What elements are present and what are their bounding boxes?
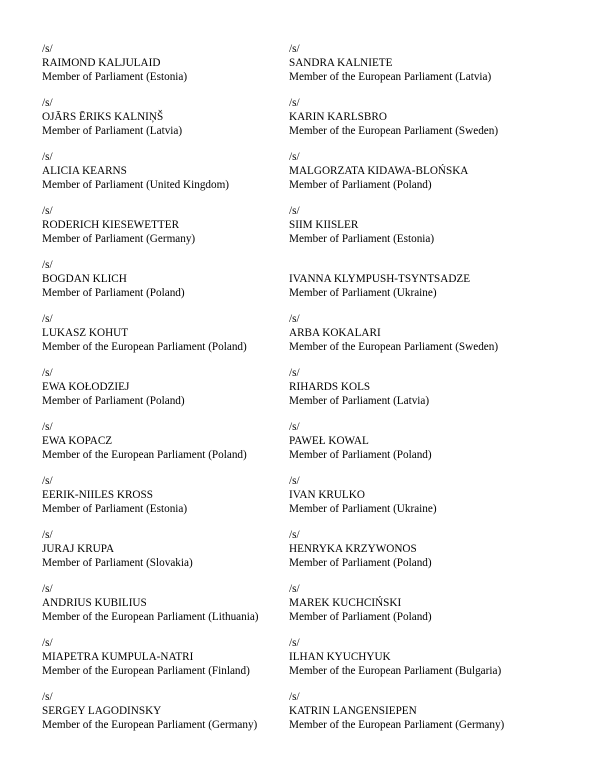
signatory-title: Member of Parliament (Estonia) <box>42 71 188 84</box>
signatory-title: Member of the European Parliament (Lithuania) <box>42 611 259 624</box>
signatory-name: ANDRIUS KUBILIUS <box>42 597 147 610</box>
signatory-title: Member of Parliament (Estonia) <box>42 503 188 516</box>
signature-block <box>42 420 282 474</box>
signatory-name: OJĀRS ĒRIKS KALNIŅŠ <box>42 111 164 124</box>
signature-block <box>42 42 282 96</box>
signature-block <box>289 690 589 744</box>
signature-mark: /s/ <box>42 421 53 433</box>
signatory-name: KARIN KARLSBRO <box>289 111 387 124</box>
signature-block <box>289 528 589 582</box>
signature-block <box>289 204 589 258</box>
signatory-name: SERGEY LAGODINSKY <box>42 705 162 718</box>
signature-block <box>289 366 589 420</box>
signature-mark: /s/ <box>42 475 53 487</box>
signatory-title: Member of the European Parliament (Poland) <box>42 341 247 354</box>
signature-mark: /s/ <box>289 691 300 703</box>
signatory-name: ARBA KOKALARI <box>289 327 381 340</box>
signatory-title: Member of Parliament (Ukraine) <box>289 503 437 516</box>
signature-mark: /s/ <box>42 367 53 379</box>
signatory-name: EWA KOŁODZIEJ <box>42 381 130 394</box>
signature-block <box>42 366 282 420</box>
signatory-title: Member of Parliament (Estonia) <box>289 233 435 246</box>
signature-block <box>289 420 589 474</box>
signature-block <box>42 312 282 366</box>
signature-block <box>42 258 282 312</box>
signature-block <box>289 474 589 528</box>
signatory-column-left <box>42 42 282 744</box>
signatory-title: Member of the European Parliament (Germany) <box>42 719 258 732</box>
signatory-name: ILHAN KYUCHYUK <box>289 651 391 664</box>
signature-mark: /s/ <box>42 529 53 541</box>
signatory-title: Member of Parliament (Germany) <box>42 233 196 246</box>
signature-mark: /s/ <box>42 97 53 109</box>
signature-block <box>289 312 589 366</box>
signatory-title: Member of Parliament (Poland) <box>42 287 185 300</box>
signature-mark: /s/ <box>42 43 53 55</box>
signatory-name: EWA KOPACZ <box>42 435 113 448</box>
signatory-name: IVANNA KLYMPUSH-TSYNTSADZE <box>289 273 471 286</box>
signature-mark: /s/ <box>42 313 53 325</box>
signatory-title: Member of the European Parliament (Sweden) <box>289 341 499 354</box>
signatory-name: MIAPETRA KUMPULA-NATRI <box>42 651 194 664</box>
signature-block <box>42 474 282 528</box>
signature-mark: /s/ <box>289 583 300 595</box>
signatory-column-right <box>289 42 589 744</box>
signatory-name: PAWEŁ KOWAL <box>289 435 369 448</box>
signatory-title: Member of Parliament (Poland) <box>289 557 432 570</box>
signature-mark: /s/ <box>42 637 53 649</box>
signatory-title: Member of Parliament (Poland) <box>289 611 432 624</box>
signatory-title: Member of Parliament (Poland) <box>42 395 185 408</box>
signature-mark: /s/ <box>42 259 53 271</box>
signatory-name: KATRIN LANGENSIEPEN <box>289 705 417 718</box>
signatory-title: Member of the European Parliament (Finland) <box>42 665 250 678</box>
signature-mark: /s/ <box>289 205 300 217</box>
signature-mark: /s/ <box>42 151 53 163</box>
signature-block <box>289 582 589 636</box>
signatory-name: MAREK KUCHCIŃSKI <box>289 597 402 610</box>
signatory-title: Member of the European Parliament (Germany) <box>289 719 505 732</box>
signature-mark: /s/ <box>289 367 300 379</box>
signature-block <box>289 96 589 150</box>
signatory-name: JURAJ KRUPA <box>42 543 115 556</box>
signatory-title: Member of the European Parliament (Latvia) <box>289 71 492 84</box>
signature-block <box>42 96 282 150</box>
signatory-title: Member of Parliament (Latvia) <box>289 395 430 408</box>
signature-mark: /s/ <box>289 151 300 163</box>
signatory-title: Member of Parliament (Slovakia) <box>42 557 193 570</box>
signature-block <box>289 636 589 690</box>
signature-mark: /s/ <box>42 205 53 217</box>
signatory-title: Member of Parliament (Poland) <box>289 449 432 462</box>
signatory-name: RAIMOND KALJULAID <box>42 57 161 70</box>
signatory-name: SIIM KIISLER <box>289 219 359 232</box>
signature-block <box>42 528 282 582</box>
signature-block <box>42 690 282 744</box>
signature-mark: /s/ <box>289 97 300 109</box>
signature-block <box>42 582 282 636</box>
signatory-title: Member of the European Parliament (Poland) <box>42 449 247 462</box>
signatory-title: Member of Parliament (Latvia) <box>42 125 183 138</box>
signatory-title: Member of Parliament (United Kingdom) <box>42 179 230 192</box>
signature-block <box>42 150 282 204</box>
signature-mark: /s/ <box>289 43 300 55</box>
signatory-title: Member of Parliament (Poland) <box>289 179 432 192</box>
signature-mark: /s/ <box>289 637 300 649</box>
signatory-title: Member of Parliament (Ukraine) <box>289 287 437 300</box>
signature-mark: /s/ <box>289 475 300 487</box>
signatory-name: MALGORZATA KIDAWA-BLOŃSKA <box>289 165 469 178</box>
signature-block <box>42 636 282 690</box>
signature-mark <box>289 258 589 272</box>
signature-mark: /s/ <box>289 313 300 325</box>
signatory-name: LUKASZ KOHUT <box>42 327 129 340</box>
signature-block <box>289 150 589 204</box>
signatory-title: Member of the European Parliament (Bulgaria) <box>289 665 502 678</box>
signatory-name: RIHARDS KOLS <box>289 381 371 394</box>
signature-block <box>289 258 589 312</box>
signatory-name: EERIK-NIILES KROSS <box>42 489 153 502</box>
signature-mark: /s/ <box>42 691 53 703</box>
signatory-name: HENRYKA KRZYWONOS <box>289 543 417 556</box>
signatory-name: RODERICH KIESEWETTER <box>42 219 180 232</box>
signatory-name: IVAN KRULKO <box>289 489 365 502</box>
signatory-name: ALICIA KEARNS <box>42 165 127 178</box>
signature-block <box>289 42 589 96</box>
signature-mark: /s/ <box>289 529 300 541</box>
signature-mark: /s/ <box>42 583 53 595</box>
signatory-title: Member of the European Parliament (Sweden) <box>289 125 499 138</box>
signatory-name: BOGDAN KLICH <box>42 273 127 286</box>
signatory-name: SANDRA KALNIETE <box>289 57 393 70</box>
signature-block <box>42 204 282 258</box>
signature-mark: /s/ <box>289 421 300 433</box>
